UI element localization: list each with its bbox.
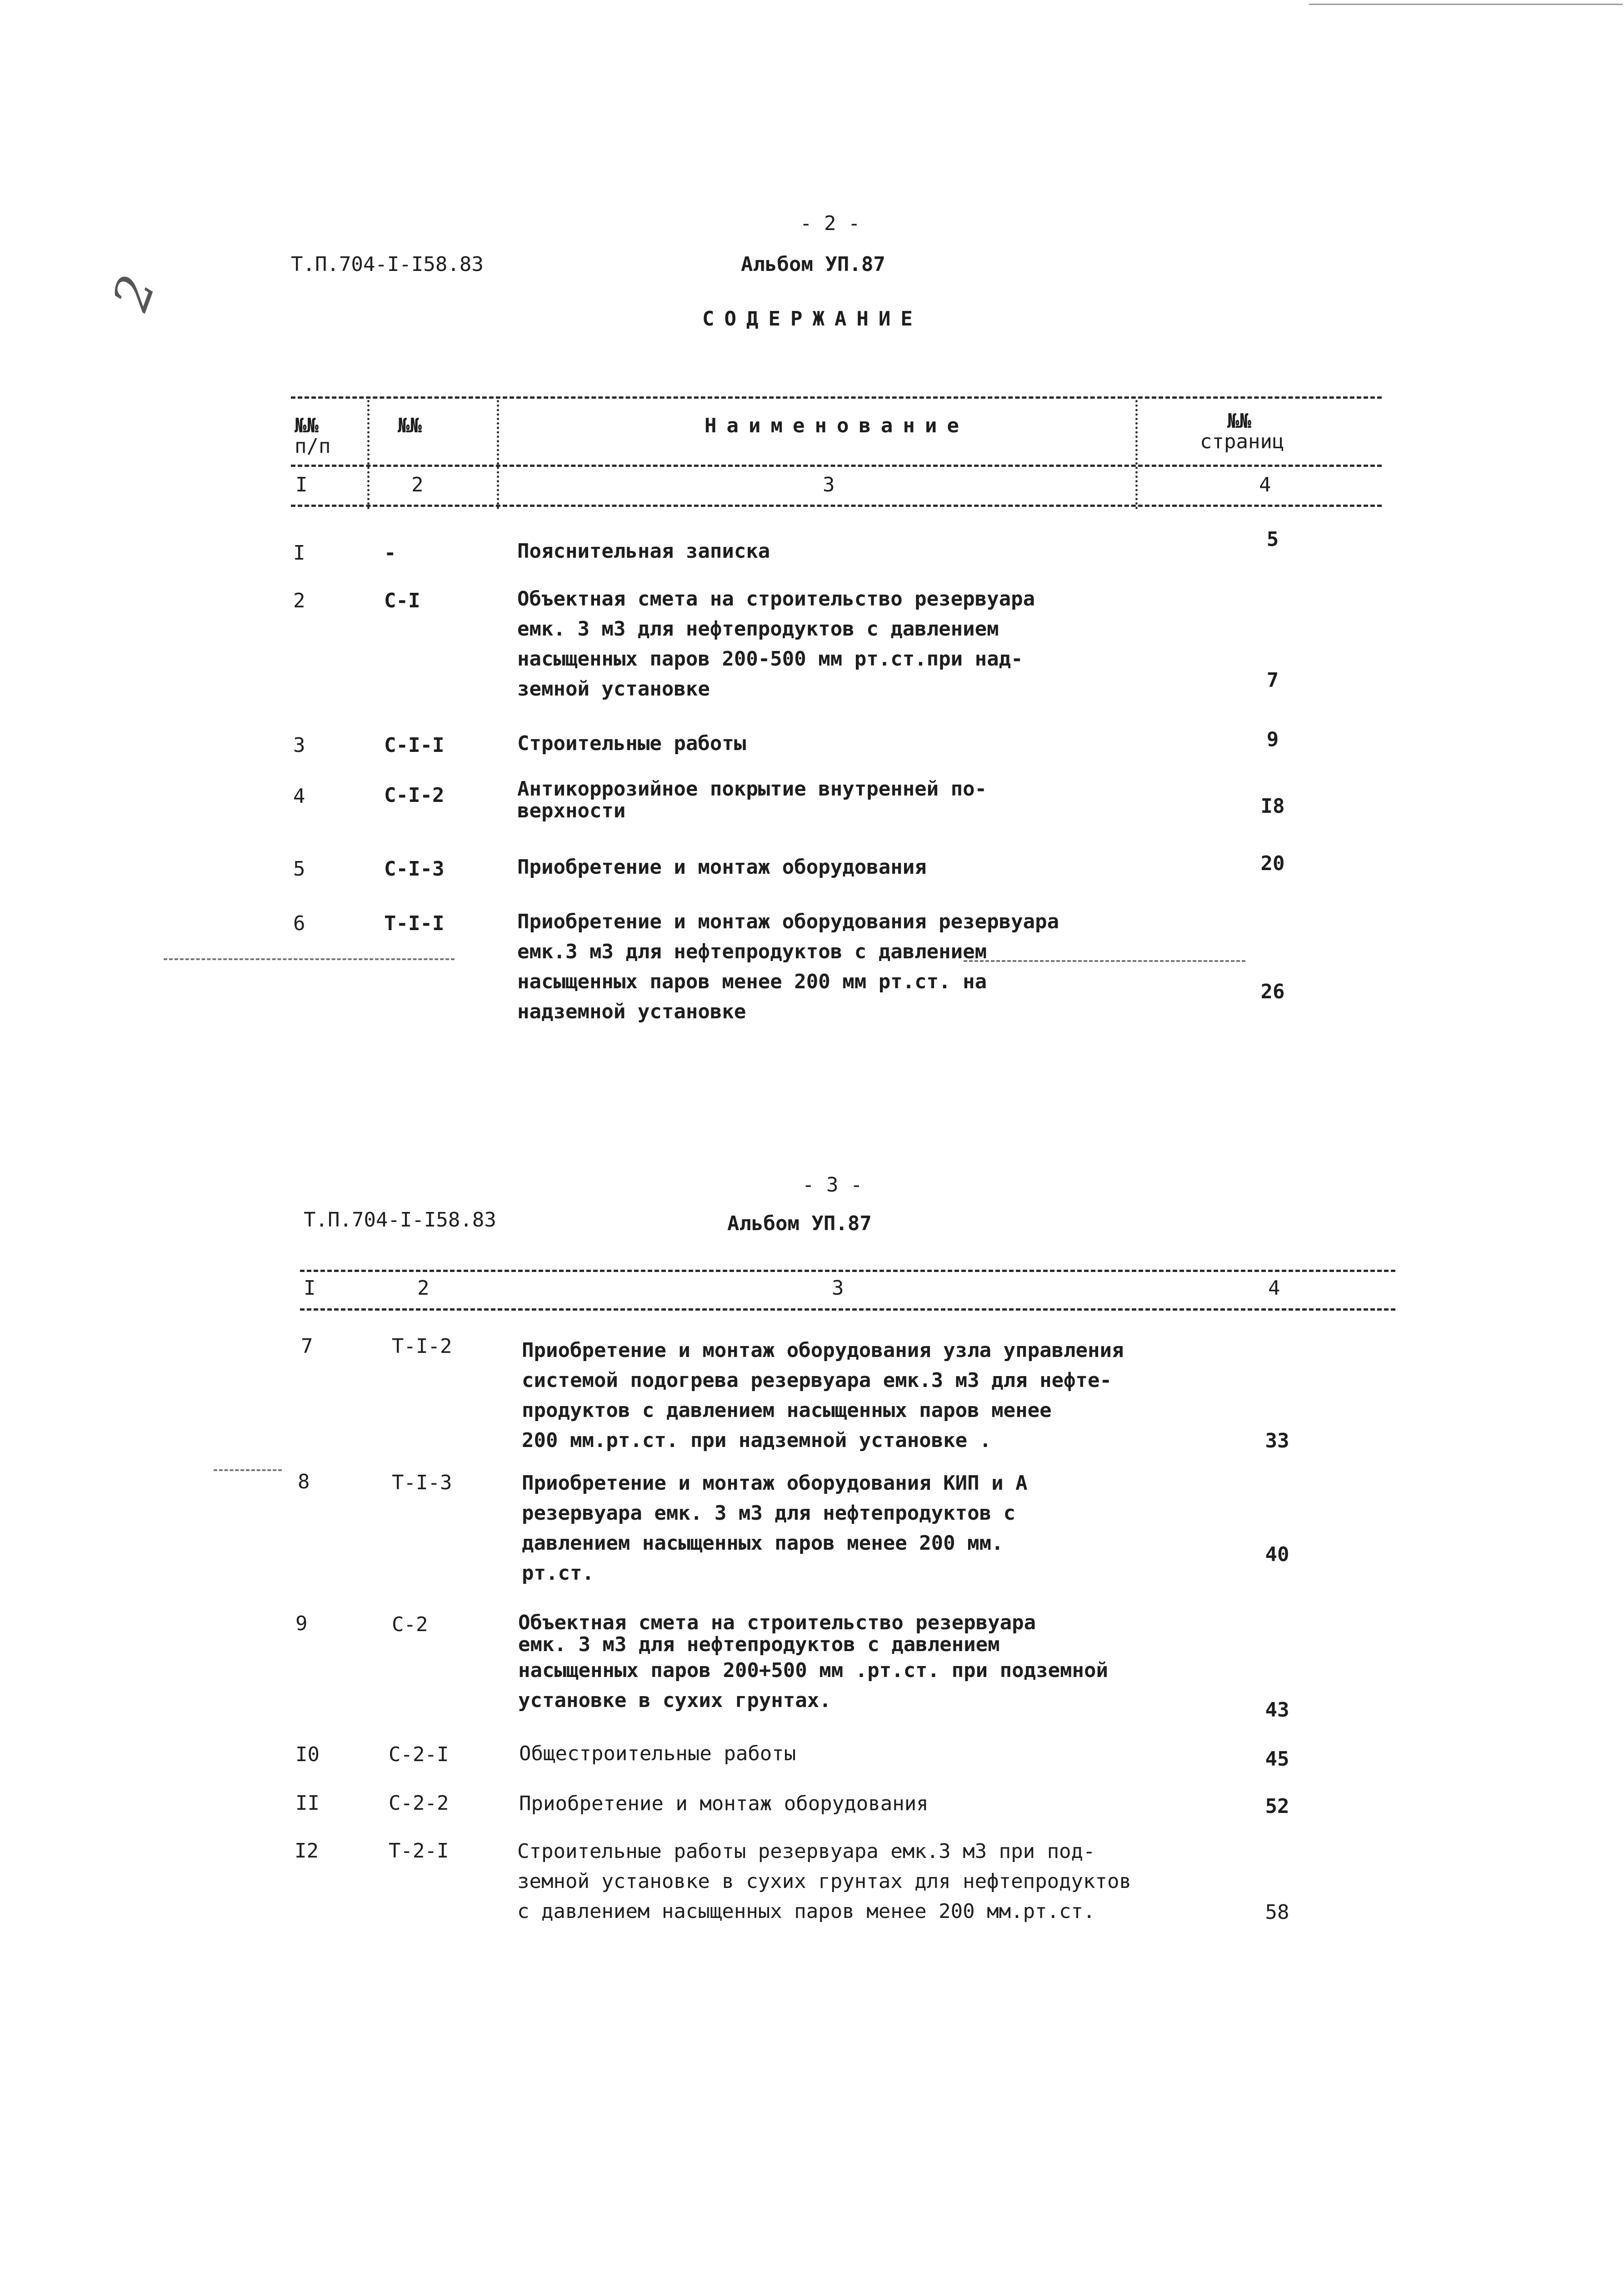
row-title: Строительные работы bbox=[517, 732, 746, 755]
row-title bbox=[522, 1336, 1158, 1456]
column-number-2: 2 bbox=[417, 1277, 430, 1300]
row-page: 58 bbox=[1265, 1901, 1289, 1924]
row-number: I0 bbox=[295, 1743, 320, 1766]
row-number: 5 bbox=[293, 857, 305, 881]
top-edge-line bbox=[1309, 4, 1623, 5]
row-code: - bbox=[384, 541, 396, 565]
handwritten-page-mark: 2 bbox=[101, 268, 167, 318]
row-number: II bbox=[295, 1792, 320, 1815]
stray-dashed-mark bbox=[214, 1469, 282, 1471]
header-col-divider-3 bbox=[1135, 400, 1138, 509]
row-title-line: емк. 3 м3 для нефтепродуктов с давлением bbox=[518, 1633, 1000, 1656]
row-title-line: резервуара емк. 3 м3 для нефтепродуктов с bbox=[522, 1502, 1016, 1525]
row-code: Т-I-2 bbox=[392, 1335, 452, 1358]
row-number: 3 bbox=[293, 734, 305, 757]
header-col2: №№ bbox=[398, 414, 422, 437]
row-page: 5 bbox=[1266, 528, 1279, 551]
row-title: Приобретение и монтаж оборудования bbox=[517, 856, 927, 879]
page-number: - 3 - bbox=[802, 1173, 863, 1197]
row-code: С-2-I bbox=[389, 1743, 449, 1766]
row-number: 4 bbox=[293, 785, 305, 808]
header-mid-rule bbox=[291, 465, 1382, 467]
row-title-line: Антикоррозийное покрытие внутренней по- bbox=[517, 777, 987, 801]
row-title-line: земной установке в сухих грунтах для нефтепродуктов bbox=[517, 1870, 1132, 1893]
row-title-line: емк. 3 м3 для нефтепродуктов с давлением bbox=[517, 617, 999, 641]
document-code: Т.П.704-I-I58.83 bbox=[291, 253, 484, 276]
row-title-line: верхности bbox=[517, 799, 626, 822]
row-title bbox=[517, 584, 1154, 704]
contents-title: СОДЕРЖАНИЕ bbox=[702, 307, 923, 330]
stray-dashed-mark bbox=[964, 960, 1245, 962]
row-title bbox=[517, 907, 1154, 1027]
row-title: Приобретение и монтаж оборудования bbox=[519, 1792, 929, 1815]
row-title-line: Строительные работы резервуара емк.3 м3 при под- bbox=[517, 1840, 1095, 1863]
column-number-4: 4 bbox=[1268, 1277, 1280, 1300]
row-title-line: Объектная смета на строительство резервуара bbox=[518, 1611, 1036, 1634]
row-title-line: продуктов с давлением насыщенных паров менее bbox=[522, 1399, 1052, 1422]
row-page: 40 bbox=[1265, 1543, 1289, 1566]
row-title bbox=[517, 778, 1154, 822]
header-top-rule bbox=[300, 1270, 1395, 1272]
row-title-line: с давлением насыщенных паров менее 200 мм.рт.ст. bbox=[517, 1900, 1095, 1923]
row-title-line: Приобретение и монтаж оборудования резервуара bbox=[517, 910, 1059, 933]
album-label: Альбом УП.87 bbox=[727, 1212, 872, 1235]
row-code: С-I bbox=[384, 589, 420, 612]
row-code: С-2-2 bbox=[389, 1792, 449, 1815]
row-number: I bbox=[293, 541, 305, 565]
header-col-divider-2 bbox=[497, 400, 499, 509]
header-bottom-rule bbox=[300, 1308, 1395, 1311]
row-page: 20 bbox=[1260, 852, 1285, 875]
row-page: 45 bbox=[1265, 1747, 1289, 1771]
row-title-line: насыщенных паров 200+500 мм .рт.ст. при подземной bbox=[518, 1659, 1109, 1682]
row-code: Т-I-3 bbox=[392, 1471, 452, 1494]
row-number: 8 bbox=[298, 1470, 310, 1493]
row-page: 33 bbox=[1265, 1429, 1289, 1452]
column-number-1: I bbox=[295, 473, 308, 496]
column-number-2: 2 bbox=[411, 473, 424, 496]
row-code: С-2 bbox=[392, 1613, 428, 1636]
header-col3: Наименование bbox=[705, 414, 969, 437]
row-number: 9 bbox=[295, 1612, 308, 1635]
row-title-line: давлением насыщенных паров менее 200 мм. bbox=[522, 1532, 1004, 1555]
row-title: Пояснительная записка bbox=[517, 540, 770, 563]
row-title-line: надземной установке bbox=[517, 1000, 746, 1023]
stray-dashed-mark bbox=[164, 958, 455, 960]
row-page: I8 bbox=[1260, 795, 1285, 818]
row-number: I2 bbox=[295, 1839, 319, 1862]
row-code: С-I-2 bbox=[384, 784, 445, 807]
page-number: - 2 - bbox=[800, 212, 860, 235]
row-title bbox=[518, 1612, 1154, 1716]
column-number-3: 3 bbox=[823, 473, 835, 496]
row-title-line: насыщенных паров 200-500 мм рт.ст.при над- bbox=[517, 647, 1023, 671]
row-number: 6 bbox=[293, 912, 305, 935]
row-title: Общестроительные работы bbox=[519, 1742, 796, 1765]
header-bottom-rule bbox=[291, 505, 1382, 507]
header-col1-line2: п/п bbox=[295, 435, 331, 458]
row-code: Т-2-I bbox=[389, 1839, 449, 1862]
header-col1-line1: №№ bbox=[295, 414, 319, 437]
header-col4-line2: страниц bbox=[1200, 430, 1284, 453]
column-number-1: I bbox=[304, 1277, 316, 1300]
row-page: 7 bbox=[1266, 669, 1279, 692]
row-title-line: земной установке bbox=[517, 677, 710, 701]
row-title-line: насыщенных паров менее 200 мм рт.ст. на bbox=[517, 970, 987, 993]
column-number-4: 4 bbox=[1259, 473, 1271, 496]
header-top-rule bbox=[291, 396, 1382, 399]
row-number: 2 bbox=[293, 589, 305, 612]
row-title-line: 200 мм.рт.ст. при надземной установке . bbox=[522, 1429, 992, 1452]
album-label: Альбом УП.87 bbox=[741, 253, 885, 276]
row-title-line: установке в сухих грунтах. bbox=[518, 1689, 831, 1712]
document-code: Т.П.704-I-I58.83 bbox=[304, 1208, 496, 1232]
column-number-3: 3 bbox=[832, 1277, 844, 1300]
header-col4-line1: №№ bbox=[1227, 410, 1251, 433]
row-number: 7 bbox=[301, 1335, 313, 1358]
row-code: С-I-3 bbox=[384, 857, 445, 881]
row-page: 9 bbox=[1266, 728, 1279, 751]
row-page: 52 bbox=[1265, 1795, 1289, 1818]
row-title bbox=[522, 1468, 1158, 1588]
row-title-line: емк.3 м3 для нефтепродуктов с давлением bbox=[517, 940, 987, 963]
row-page: 26 bbox=[1260, 980, 1285, 1003]
row-title-line: системой подогрева резервуара емк.3 м3 для нефте- bbox=[522, 1369, 1112, 1392]
header-col-divider-1 bbox=[367, 400, 370, 509]
row-title-line: рт.ст. bbox=[522, 1562, 594, 1585]
row-code: Т-I-I bbox=[384, 912, 445, 935]
row-page: 43 bbox=[1265, 1698, 1289, 1722]
row-title-line: Приобретение и монтаж оборудования узла управления bbox=[522, 1339, 1124, 1362]
row-code: С-I-I bbox=[384, 734, 445, 757]
row-title-line: Объектная смета на строительство резервуара bbox=[517, 587, 1035, 611]
row-title bbox=[517, 1837, 1154, 1927]
row-title-line: Приобретение и монтаж оборудования КИП и А bbox=[522, 1472, 1028, 1495]
